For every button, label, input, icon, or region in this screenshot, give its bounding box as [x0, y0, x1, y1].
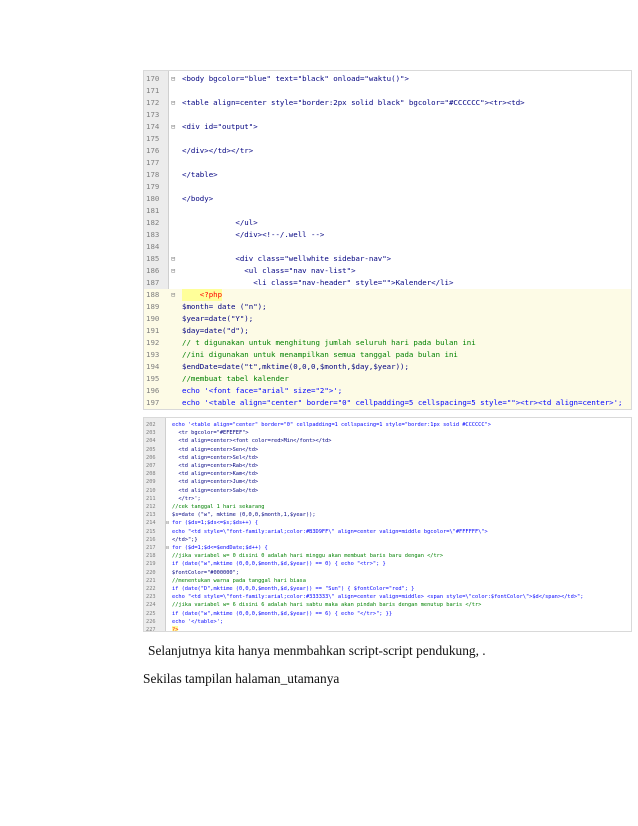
code-line [144, 265, 631, 277]
line-number: 207 [146, 463, 156, 469]
fold-toggle-icon[interactable]: ⊟ [171, 123, 176, 131]
line-number: 174 [146, 122, 160, 131]
code-text: </div></td></tr> [182, 146, 254, 155]
code-text: for ($ds=1;$ds<=$s;$ds++) { [172, 520, 259, 527]
code-line [144, 349, 631, 361]
line-number: 170 [146, 74, 160, 83]
line-number: 172 [146, 98, 160, 107]
code-text: $year=date("Y"); [182, 314, 254, 323]
code-text: for ($d=1;$d<=$endDate;$d++) { [172, 545, 268, 551]
caption-text: Selanjutnya kita hanya menmbahkan script-script pendukung, . [148, 643, 486, 658]
line-number: 190 [146, 314, 160, 323]
code-line [144, 446, 631, 454]
code-line [144, 618, 631, 626]
line-number: 171 [146, 86, 160, 95]
line-number: 222 [146, 586, 156, 592]
code-line [144, 470, 631, 478]
line-number: 194 [146, 362, 160, 371]
code-line [144, 544, 631, 552]
line-number: 179 [146, 182, 160, 191]
line-number: 191 [146, 326, 160, 335]
line-number: 224 [146, 602, 156, 609]
line-number: 216 [146, 536, 156, 543]
code-text: <td align=center>Sab</td> [172, 487, 259, 494]
code-editor-bottom [143, 417, 632, 632]
code-text: <td align=center>Jum</td> [172, 479, 259, 486]
code-line [144, 478, 631, 486]
fold-toggle-icon[interactable]: ⊟ [171, 267, 176, 275]
code-line [144, 487, 631, 495]
code-text: echo "<td style=\"font-family:arial;color:#333333\" align=center valign=middle> <span style=\"color:$fontColor\">$d</span></td>"; [172, 594, 584, 601]
line-number: 215 [146, 528, 156, 535]
code-line [144, 109, 631, 121]
code-line [144, 511, 631, 519]
code-line [144, 495, 631, 503]
code-line [144, 585, 631, 593]
line-number: 175 [146, 134, 160, 143]
code-line [144, 601, 631, 609]
code-line [144, 626, 631, 632]
code-line [144, 289, 631, 301]
line-number: 219 [146, 561, 156, 568]
code-line [144, 421, 631, 429]
line-number: 209 [146, 479, 156, 486]
line-number: 203 [146, 430, 156, 437]
code-text: echo '</table>'; [172, 618, 224, 625]
code-line [144, 229, 631, 241]
code-text [182, 409, 280, 410]
code-text: echo '<table align="center" border="0" cellpadding=5 cellspacing=5 style=""><tr><td align=center>'; [182, 398, 623, 407]
code-text: //jika variabel w= 6 disini 6 adalah hari sabtu maka akan pindah baris dengan menutup baris </tr> [172, 602, 482, 609]
line-number: 205 [146, 446, 156, 453]
code-text: if (date("w",mktime (0,0,0,$month,$d,$year)) == 6) { echo "</tr>"; }} [172, 610, 393, 617]
line-number: 225 [146, 610, 156, 617]
code-text: </div><!--/.well --> [182, 230, 325, 239]
code-text: if (date("D",mktime (0,0,0,$month,$d,$year)) == "Sun") { $fontColor="red"; } [172, 586, 415, 592]
line-number: 178 [146, 170, 160, 179]
line-number: 223 [146, 594, 156, 601]
code-text: <ul class="nav nav-list"> [182, 266, 356, 275]
line-number: 220 [146, 569, 156, 576]
code-line [144, 560, 631, 568]
code-line [144, 462, 631, 470]
code-line [144, 133, 631, 145]
line-number: 218 [146, 553, 156, 560]
code-line [144, 325, 631, 337]
code-line [144, 437, 631, 445]
fold-toggle-icon[interactable]: ⊟ [166, 520, 170, 527]
code-text: </table> [182, 170, 218, 179]
code-line [144, 577, 631, 585]
line-number: 211 [146, 495, 156, 502]
code-text: $s=date ("w", mktime (0,0,0,$month,1,$year)); [172, 512, 316, 519]
fold-toggle-icon[interactable]: ⊟ [171, 75, 176, 83]
line-number: 173 [146, 110, 160, 119]
code-text: </ul> [182, 218, 258, 227]
code-line [144, 301, 631, 313]
code-line [144, 241, 631, 253]
code-line [144, 610, 631, 618]
code-text: <td align=center><font color=red>Min</font></td> [172, 438, 332, 445]
code-line [144, 169, 631, 181]
code-text: echo '<font face="arial" size="2">'; [182, 386, 343, 395]
fold-toggle-icon[interactable]: ⊟ [171, 99, 176, 107]
line-number: 195 [146, 374, 160, 383]
code-text: //ini digunakan untuk menampilkan semua tanggal pada bulan ini [182, 350, 458, 359]
line-number: 187 [146, 278, 160, 287]
line-number: 177 [146, 158, 160, 167]
line-number: 188 [146, 290, 160, 299]
code-text: <li class="nav-header" style="">Kalender</li> [182, 278, 454, 287]
code-line [144, 503, 631, 511]
code-line [144, 569, 631, 577]
line-number: 217 [146, 545, 156, 551]
code-text: <td align=center>Rab</td> [172, 463, 259, 469]
code-text: <div id="output"> [182, 122, 258, 131]
line-number [146, 409, 159, 410]
code-line [144, 528, 631, 536]
code-line [144, 121, 631, 133]
code-text: <body bgcolor="blue" text="black" onload="waktu()"> [182, 74, 409, 83]
line-number: 183 [146, 230, 160, 239]
line-number: 197 [146, 398, 160, 407]
code-line [144, 157, 631, 169]
line-number: 182 [146, 218, 160, 227]
code-text: $endDate=date("t",mktime(0,0,0,$month,$day,$year)); [182, 362, 409, 371]
code-editor-top [143, 70, 632, 410]
line-number: 186 [146, 266, 160, 275]
line-number: 213 [146, 512, 156, 519]
code-line [144, 277, 631, 289]
line-number: 221 [146, 577, 156, 584]
line-number: 226 [146, 618, 156, 625]
code-line [144, 552, 631, 560]
code-line [144, 536, 631, 544]
code-text: <?php [182, 290, 223, 299]
line-number: 192 [146, 338, 160, 347]
code-line [144, 593, 631, 601]
code-line [144, 253, 631, 265]
code-line [144, 193, 631, 205]
code-line [144, 313, 631, 325]
caption-text: Sekilas tampilan halaman_utamanya [143, 671, 340, 686]
line-number: 202 [146, 422, 156, 428]
code-text: </tr>'; [172, 495, 201, 502]
code-text: <tr bgcolor="#EFEFEF"> [172, 430, 249, 437]
code-text: //cek tanggal 1 hari sekarang [172, 504, 265, 510]
code-line [144, 85, 631, 97]
code-text: <table align=center style="border:2px solid black" bgcolor="#CCCCCC"><tr><td> [182, 98, 525, 107]
line-number: 193 [146, 350, 160, 359]
code-line [144, 519, 631, 527]
code-text: <div class="wellwhite sidebar-nav"> [182, 254, 392, 263]
line-number: 185 [146, 254, 160, 263]
fold-toggle-icon[interactable]: ⊟ [166, 545, 170, 551]
code-line [144, 454, 631, 462]
code-line [144, 181, 631, 193]
line-number: 189 [146, 302, 160, 311]
code-line [144, 73, 631, 85]
code-text: //menentukan warna pada tanggal hari biasa [172, 577, 306, 584]
code-line [144, 217, 631, 229]
code-text: // t digunakan untuk menghitung jumlah seluruh hari pada bulan ini [182, 338, 476, 347]
code-line [144, 337, 631, 349]
code-text: <td align=center>Sen</td> [172, 446, 259, 453]
code-text: </td>";} [172, 536, 198, 543]
line-number: 176 [146, 146, 160, 155]
code-line [144, 205, 631, 217]
line-number: 196 [146, 386, 160, 395]
fold-toggle-icon[interactable]: ⊟ [171, 291, 176, 299]
line-number: 227 [146, 627, 156, 632]
line-number: 214 [146, 520, 156, 527]
code-text: $month= date ("n"); [182, 302, 267, 311]
code-line [144, 361, 631, 373]
code-line [144, 409, 631, 410]
line-number: 184 [146, 242, 160, 251]
code-text: $fontColor="#000000"; [172, 569, 239, 576]
line-number: 212 [146, 504, 156, 510]
code-line [144, 97, 631, 109]
code-text: //membuat tabel kalender [182, 374, 289, 383]
code-line [144, 429, 631, 437]
code-text: <td align=center>Sel</td> [172, 454, 259, 461]
line-number: 181 [146, 206, 160, 215]
fold-toggle-icon[interactable]: ⊟ [171, 255, 176, 263]
code-text: </body> [182, 194, 214, 203]
code-line [144, 145, 631, 157]
code-text: echo "<td style=\"font-family:arial;color:#B3D9FF\" align=center valign=middle bgcolor=\"#FFFFFF\"> [172, 528, 488, 535]
code-line [144, 397, 631, 409]
code-text: if (date("w",mktime (0,0,0,$month,$d,$year)) == 0) { echo "<tr>"; } [172, 561, 386, 568]
code-line [144, 373, 631, 385]
line-number: 208 [146, 471, 156, 478]
code-text: <td align=center>Kam</td> [172, 471, 259, 478]
line-number: 180 [146, 194, 160, 203]
code-text: echo '<table align="center" border="0" cellpadding=1 cellspacing=1 style="border:1px solid #CCCCCC"> [172, 422, 491, 428]
code-text: //jika variabel w= 0 disini 0 adalah hari minggu akan membuat baris baru dengan </tr> [172, 553, 444, 560]
code-text: ?> [172, 626, 178, 632]
code-line [144, 385, 631, 397]
line-number: 204 [146, 438, 156, 445]
line-number: 210 [146, 487, 156, 494]
code-text: $day=date("d"); [182, 326, 249, 335]
line-number: 206 [146, 454, 156, 461]
